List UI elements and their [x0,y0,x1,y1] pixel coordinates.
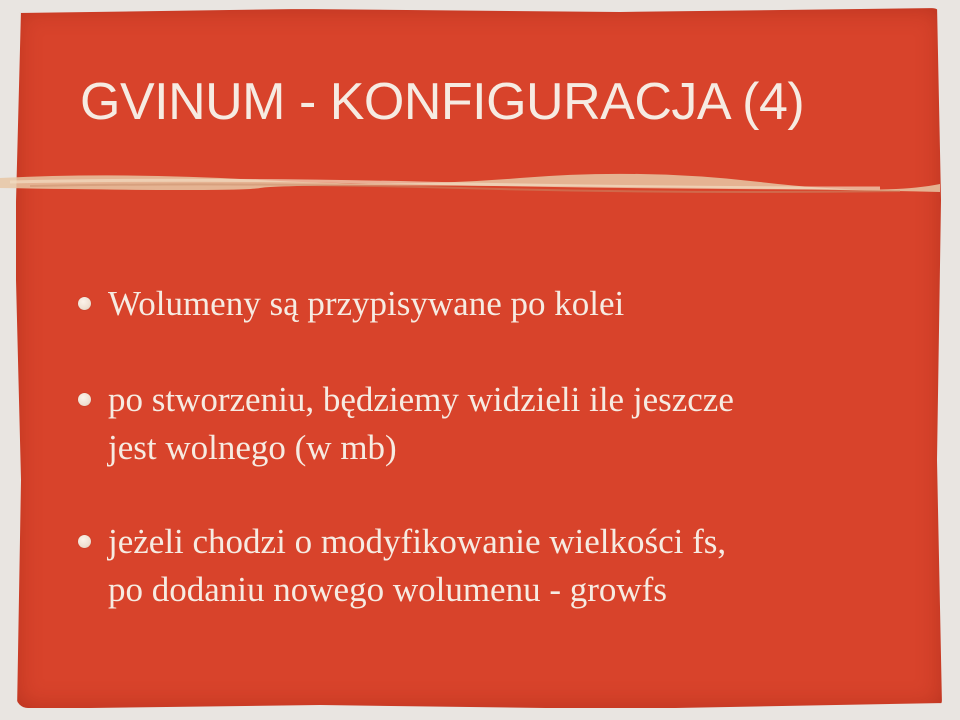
bullet-line: po dodaniu nowego wolumenu - growfs [108,570,667,609]
bullet-item [78,376,734,472]
slide-title: GVINUM - KONFIGURACJA (4) [80,73,805,131]
bullet-line: Wolumeny są przypisywane po kolei [108,284,625,323]
bullet-line: po stworzeniu, będziemy widzieli ile jeszcze [108,380,734,419]
bullet-line: jeżeli chodzi o modyfikowanie wielkości fs, [108,522,727,561]
bullet-dot-icon [78,297,91,310]
bullet-item [78,280,624,328]
bullet-dot-icon [78,535,91,548]
bullet-item [78,518,726,614]
bullet-dot-icon [78,393,91,406]
bullet-line: jest wolnego (w mb) [108,428,397,467]
title-underline-brush [0,166,960,202]
